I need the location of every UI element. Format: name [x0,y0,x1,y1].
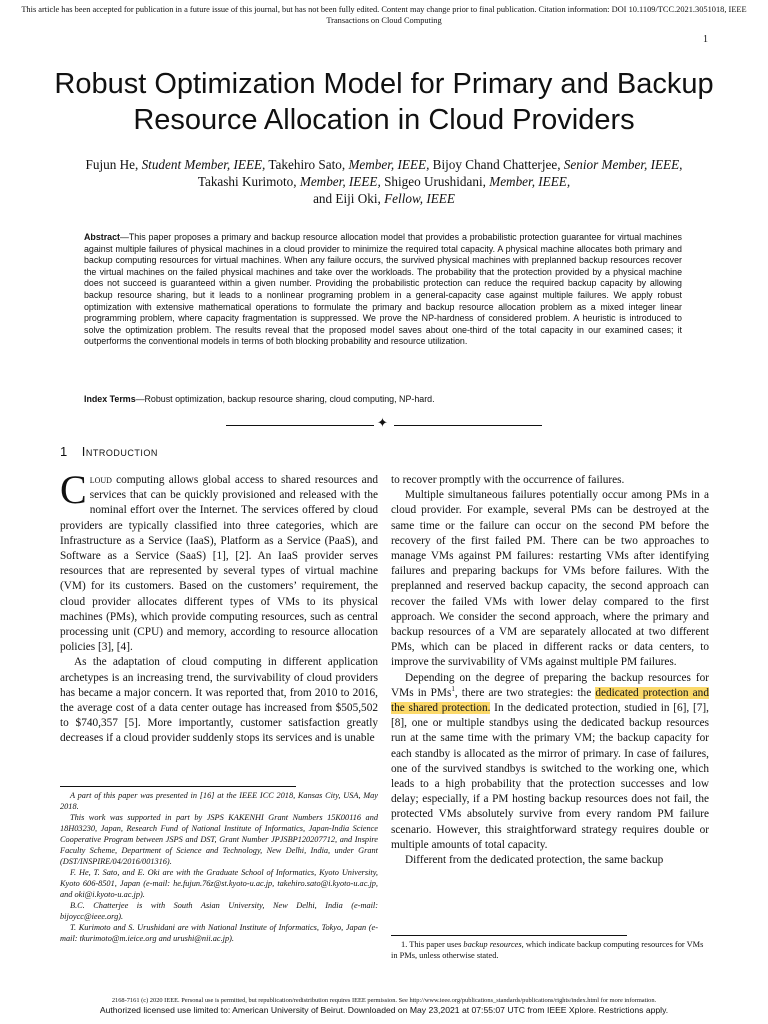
author-role: Senior Member, IEEE, [563,157,683,172]
paper-title: Robust Optimization Model for Primary and Backup Resource Allocation in Cloud Providers [54,68,714,136]
paragraph: Cloud computing allows global access to shared resources and services that can be quickly provisioned and released with the nominal effort over the Internet. The services offered by cloud providers are typically classified into three categories, which are Infrastructure as a Service (IaaS), Platform as a Service (PaaS), and Software as a Service (SaaS) [1], [2]. An IaaS provider serves resources that are represented by several types of virtual machine (VM) for its customers. Based on the customers’ requirement, the cloud provider allocates different types of VMs to its physical machines (PMs), which provide computing resources, such as central processing unit (CPU) and memory, according to resource allocation policies [3], [4]. [60,467,378,654]
section-title: Introduction [81,444,158,459]
author-role: Member, IEEE, [299,174,381,189]
section-divider [226,415,542,430]
abstract-text: —This paper proposes a primary and backup resource allocation model that provides a probabilistic protection guarantee for virtual machines against multiple failures of physical machines in a cloud provider to minimize the required total capacity. A physical machine allocates both primary and backup computing resources for virtual machines. When any failure occurs, the survived physical machines with preplanned backup resources recover the virtual machines on the failed physical machines and take over the workloads. The probability that the protection provided by a physical machine does not succeed is guaranteed within a given number. Providing the probabilistic protection can reduce the required backup capacity by allowing backup resource sharing, but it leads to a nonlinear programing problem in a general-capacity case against multiple failures. We apply robust optimization with extensive mathematical operations to formulate the primary and backup resource allocation problem as a mixed integer linear programming problem, where capacity fragmentation is suppressed. We prove the NP-hardness of considered problem. A heuristic is introduced to solve the optimization problem. The results reveal that the proposed model saves about one-third of the total capacity in our examined cases; it outperforms the conventional models in terms of both blocking probability and resource utilization. [84,232,682,347]
author-role: Fellow, IEEE [384,191,455,206]
author-list [80,156,688,207]
license-notice: Authorized licensed use limited to: American University of Beirut. Downloaded on May 23,2021 at 07:55:07 UTC from IEEE Xplore. Restrictions apply. [99,1005,669,1015]
footnote-right [391,939,709,961]
paragraph: Multiple simultaneous failures potentially occur among PMs in a cloud provider. For example, several PMs can be destroyed at the same time or the failure can occur on the second PM before the recovery of the first failed PM. There can be two approaches to manage VMs against PM failures: restarting VMs after identifying failures and preparing backups for VMs before failures. With the preplanned and reserved backup capacity, the second approach can recover the failed VMs with lower delay compared to the first approach. We consider the second approach, where the primary and backup resources of a VM are separately allocated at two different PMs, which can be placed in different racks or data centers, to improve the survivability of VMs against multiple PM failures. [391,489,709,669]
footnote: This work was supported in part by JSPS KAKENHI Grant Numbers 15K00116 and 18H03230, Japan, Research Fund of National Institute of Informatics, Japan-India Science Cooperative Program between JSPS and DST, Grant Number JPJSBP120207712, and Inspire Faculty Scheme, Department of Science and Technology, New Delhi, India, under Grant (DST/INSPIRE/04/2016/001316). [60,813,378,866]
paragraph: As the adaptation of cloud computing in different application archetypes is an increasing trend, the survivability of cloud providers has became a major concern. It was reported that, from 2010 to 2016, the average cost of a data center outage has increased from $505,502 to $740,357 [5]. More importantly, customer satisfaction greatly decreases if a cloud provider suddenly stops its services and is unable [60,656,378,745]
highlighted-text: dedicated protection and the shared protection. [391,686,709,715]
right-column [391,473,709,868]
index-terms-label: Index Terms [84,394,136,404]
author-name: Fujun He, [85,157,139,172]
paragraph: to recover promptly with the occurrence of failures. [391,474,625,486]
author-name: Takehiro Sato, [268,157,346,172]
author-name: Shigeo Urushidani, [384,174,486,189]
author-name: and Eiji Oki, [313,191,381,206]
footnote: A part of this paper was presented in [16] at the IEEE ICC 2018, Kansas City, USA, May 2018. [60,791,378,811]
footnotes-left [60,790,378,944]
section-heading [60,444,158,459]
footnote-rule [391,935,627,936]
footnote: B.C. Chatterjee is with South Asian University, New Delhi, India (e-mail: bijoycc@ieee.org). [60,901,378,921]
index-terms-text: —Robust optimization, backup resource sharing, cloud computing, NP-hard. [135,394,435,404]
footnote: F. He, T. Sato, and E. Oki are with the Graduate School of Informatics, Kyoto University, Kyoto 606-8501, Japan (e-mail: he.fujun.76z@st.kyoto-u.ac.jp, takehiro.sato@i.kyoto-u.ac.jp, and oki@i.kyoto-u.ac.jp). [60,868,378,899]
index-terms [84,393,682,405]
author-name: Takashi Kurimoto, [197,174,297,189]
author-role: Student Member, IEEE, [141,157,266,172]
paragraph: Different from the dedicated protection, the same backup [405,854,664,867]
footnote-rule [60,786,296,787]
author-role: Member, IEEE, [348,157,430,172]
abstract-label: Abstract [84,232,121,242]
drop-cap: C [60,467,87,512]
section-number: 1 [60,444,68,459]
journal-acceptance-note: This article has been accepted for publication in a future issue of this journal, but has not been fully edited. Content may change prior to final publication. Citation information: DOI 10.1109/TCC.2021.3051018, IEEE Transactions on Cloud Computing [21,5,747,25]
abstract [84,232,682,348]
copyright-notice: 2168-7161 (c) 2020 IEEE. Personal use is permitted, but republication/redistribution requires IEEE permission. See http://www.ieee.org/publications_standards/publications/rights/index.html for more information. [111,997,657,1004]
divider-star-icon: ✦ [377,415,388,430]
left-column [60,467,378,747]
author-name: Bijoy Chand Chatterjee, [432,157,561,172]
author-role: Member, IEEE, [489,174,571,189]
page-number: 1 [703,34,708,45]
paragraph: Depending on the degree of preparing the backup resources for VMs in PMs$^1$, there are two strategies: the dedicated protection and the shared protection. In the dedicated protection, studied in [6], [7], [8], one or multiple standbys using the dedicated backup resources run at the same time with the primary VM; the backup capacity for each standby is allocated as the mirror of primary. In case of failures, one of the survived standbys is switched to the working one, which leads to a high probability that the protection successes and low delay; especially, if a PM hosting backup resources does not fail, the protected VMs absolutely survive from every random PM failure scenario. However, this straightforward strategy requires double or multiple amounts of total capacity. [391,671,709,851]
footnote: T. Kurimoto and S. Urushidani are with National Institute of Informatics, Tokyo, Japan (e-mail: tkurimoto@m.ieice.org and urushi@nii.ac.jp). [60,923,378,943]
footnote: 1. This paper uses backup resources, which indicate backup computing resources for VMs in PMs, unless otherwise stated. [391,940,704,960]
footnote-marker[interactable]: 1 [451,685,455,694]
